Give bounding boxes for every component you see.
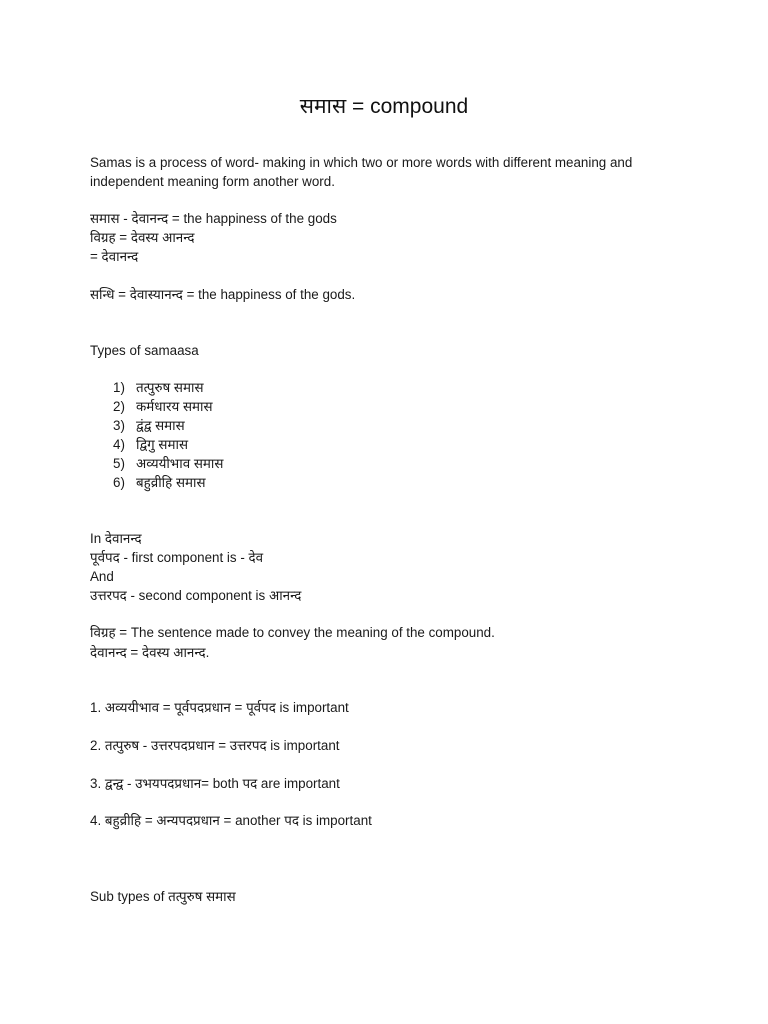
list-item-number: 3) — [113, 418, 125, 433]
importance-item-2: 2. तत्पुरुष - उत्तरपदप्रधान = उत्तरपद is important — [90, 738, 340, 753]
importance-item-3: 3. द्वन्द्व - उभयपदप्रधान= both पद are important — [90, 776, 340, 791]
example-samas: समास - देवानन्द = the happiness of the gods — [90, 211, 337, 226]
intro-line-2: independent meaning form another word. — [90, 174, 335, 189]
example-result: = देवानन्द — [90, 249, 139, 264]
list-item-text: द्वंद्व समास — [136, 418, 185, 433]
list-item-number: 6) — [113, 475, 125, 490]
example-sandhi: सन्धि = देवास्यानन्द = the happiness of the gods. — [90, 287, 356, 302]
list-item-text: द्विगु समास — [136, 437, 189, 452]
types-heading: Types of samaasa — [90, 343, 199, 358]
components-line-4: उत्तरपद - second component is आनन्द — [90, 588, 302, 603]
page-title: समास = compound — [299, 95, 469, 118]
list-item-number: 2) — [113, 399, 125, 414]
importance-item-1: 1. अव्ययीभाव = पूर्वपदप्रधान = पूर्वपद is important — [90, 700, 349, 715]
list-item-text: कर्मधारय समास — [136, 399, 213, 414]
list-item-text: अव्ययीभाव समास — [136, 456, 224, 471]
vigraha-example: देवानन्द = देवस्य आनन्द. — [90, 645, 210, 660]
intro-line-1: Samas is a process of word- making in which two or more words with different meaning and — [90, 155, 633, 170]
list-item-number: 5) — [113, 456, 125, 471]
components-line-1: In देवानन्द — [90, 531, 142, 546]
vigraha-definition: विग्रह = The sentence made to convey the meaning of the compound. — [90, 625, 495, 640]
subtypes-heading: Sub types of तत्पुरुष समास — [90, 889, 236, 904]
importance-item-4: 4. बहुव्रीहि = अन्यपदप्रधान = another पद is important — [90, 813, 372, 828]
list-item-text: बहुव्रीहि समास — [136, 475, 206, 490]
list-item-number: 4) — [113, 437, 125, 452]
list-item-number: 1) — [113, 380, 125, 395]
example-vigraha: विग्रह = देवस्य आनन्द — [90, 230, 195, 245]
components-line-3: And — [90, 569, 114, 584]
components-line-2: पूर्वपद - first component is - देव — [90, 550, 264, 565]
list-item-text: तत्पुरुष समास — [136, 380, 204, 395]
